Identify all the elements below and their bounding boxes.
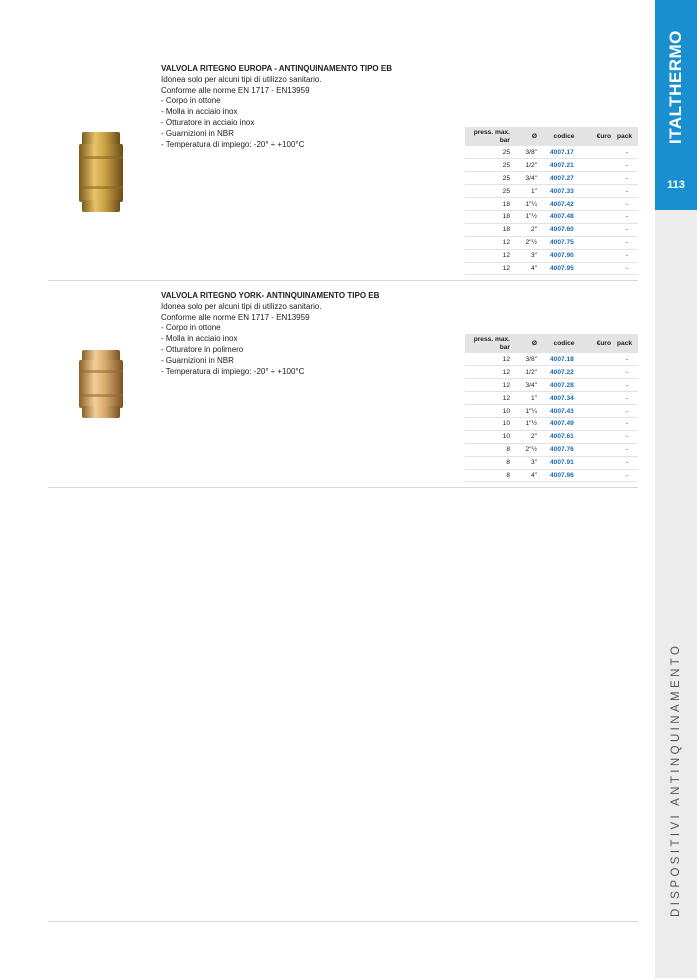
product-code: 4007.42 xyxy=(540,198,588,211)
product-title: VALVOLA RITEGNO EUROPA - ANTINQUINAMENTO TIPO EB xyxy=(161,64,392,73)
description-line: Conforme alle norme EN 1717 - EN13959 xyxy=(161,85,310,95)
table-row: 12 2"½ 4007.75 - xyxy=(465,236,638,249)
product-code: 4007.18 xyxy=(540,353,588,366)
table-row: 18 2" 4007.60 - xyxy=(465,223,638,236)
header-code: codice xyxy=(540,127,588,146)
table-row: 12 1/2" 4007.22 - xyxy=(465,366,638,379)
product-code: 4007.61 xyxy=(540,430,588,443)
description-line: - Temperatura di impiego: -20° ÷ +100°C xyxy=(161,139,305,149)
description-line: - Molla in acciaio inox xyxy=(161,107,238,117)
product-code: 4007.76 xyxy=(540,443,588,456)
footer-divider xyxy=(48,921,638,922)
product-code: 4007.90 xyxy=(540,249,588,262)
description-line: Idonea solo per alcuni tipi di utilizzo sanitario. xyxy=(161,301,322,311)
category-label: DISPOSITIVI ANTINQUINAMENTO xyxy=(670,642,682,918)
product-code: 4007.17 xyxy=(540,146,588,159)
product-photo-york xyxy=(78,348,124,425)
table-row: 12 4" 4007.95 - xyxy=(465,262,638,275)
table-row: 8 2"½ 4007.76 - xyxy=(465,443,638,456)
table-row: 12 1" 4007.34 - xyxy=(465,392,638,405)
header-pack: pack xyxy=(614,127,638,146)
table-row: 25 3/4" 4007.27 - xyxy=(465,172,638,185)
spec-table-europa xyxy=(465,127,638,275)
description-line: - Otturatore in polimero xyxy=(161,344,244,354)
product-photo-europa xyxy=(78,130,124,219)
spec-table-york xyxy=(465,334,638,482)
description-line: - Guarnizioni in NBR xyxy=(161,128,234,138)
section-divider xyxy=(48,280,638,281)
table-row: 18 1"½ 4007.48 - xyxy=(465,210,638,223)
table-row: 10 1"¼ 4007.43 - xyxy=(465,405,638,418)
product-code: 4007.96 xyxy=(540,469,588,482)
product-code: 4007.75 xyxy=(540,236,588,249)
product-code: 4007.33 xyxy=(540,185,588,198)
table-header-row xyxy=(465,127,638,146)
product-code: 4007.91 xyxy=(540,456,588,469)
table-row: 18 1"¼ 4007.42 - xyxy=(465,198,638,211)
table-row: 12 3/4" 4007.28 - xyxy=(465,379,638,392)
description-line: - Corpo in ottone xyxy=(161,323,221,333)
table-row: 25 1/2" 4007.21 - xyxy=(465,159,638,172)
table-row: 12 3" 4007.90 - xyxy=(465,249,638,262)
page-number: 113 xyxy=(667,179,685,191)
description-line: - Otturatore in acciaio inox xyxy=(161,117,255,127)
description-line: Conforme alle norme EN 1717 - EN13959 xyxy=(161,312,310,322)
header-pack: pack xyxy=(614,334,638,353)
product-code: 4007.21 xyxy=(540,159,588,172)
product-code: 4007.95 xyxy=(540,262,588,275)
product-description-york xyxy=(161,291,379,377)
description-line: - Guarnizioni in NBR xyxy=(161,355,234,365)
description-line: - Temperatura di impiego: -20° ÷ +100°C xyxy=(161,366,305,376)
description-line: - Corpo in ottone xyxy=(161,96,221,106)
table-header-row xyxy=(465,334,638,353)
section-divider xyxy=(48,487,638,488)
product-code: 4007.34 xyxy=(540,392,588,405)
table-row: 25 3/8" 4007.17 - xyxy=(465,146,638,159)
product-code: 4007.28 xyxy=(540,379,588,392)
product-code: 4007.43 xyxy=(540,405,588,418)
product-code: 4007.48 xyxy=(540,210,588,223)
header-code: codice xyxy=(540,334,588,353)
product-description-europa xyxy=(161,64,392,150)
table-row: 10 2" 4007.61 - xyxy=(465,430,638,443)
description-line: - Molla in acciaio inox xyxy=(161,334,238,344)
brand-name: ITALTHERMO xyxy=(666,30,685,144)
table-row: 8 4" 4007.96 - xyxy=(465,469,638,482)
product-code: 4007.22 xyxy=(540,366,588,379)
product-code: 4007.60 xyxy=(540,223,588,236)
product-code: 4007.27 xyxy=(540,172,588,185)
header-euro: €uro xyxy=(588,127,614,146)
table-row: 12 3/8" 4007.18 - xyxy=(465,353,638,366)
table-row: 8 3" 4007.91 - xyxy=(465,456,638,469)
table-row: 10 1"½ 4007.49 - xyxy=(465,417,638,430)
header-diameter: Ø xyxy=(513,127,540,146)
product-code: 4007.49 xyxy=(540,417,588,430)
header-pressure: press. max. bar xyxy=(465,127,513,146)
header-pressure: press. max. bar xyxy=(465,334,513,353)
description-line: Idonea solo per alcuni tipi di utilizzo sanitario. xyxy=(161,74,322,84)
product-title: VALVOLA RITEGNO YORK- ANTINQUINAMENTO TIPO EB xyxy=(161,291,380,300)
header-euro: €uro xyxy=(588,334,614,353)
header-diameter: Ø xyxy=(513,334,540,353)
table-row: 25 1" 4007.33 - xyxy=(465,185,638,198)
